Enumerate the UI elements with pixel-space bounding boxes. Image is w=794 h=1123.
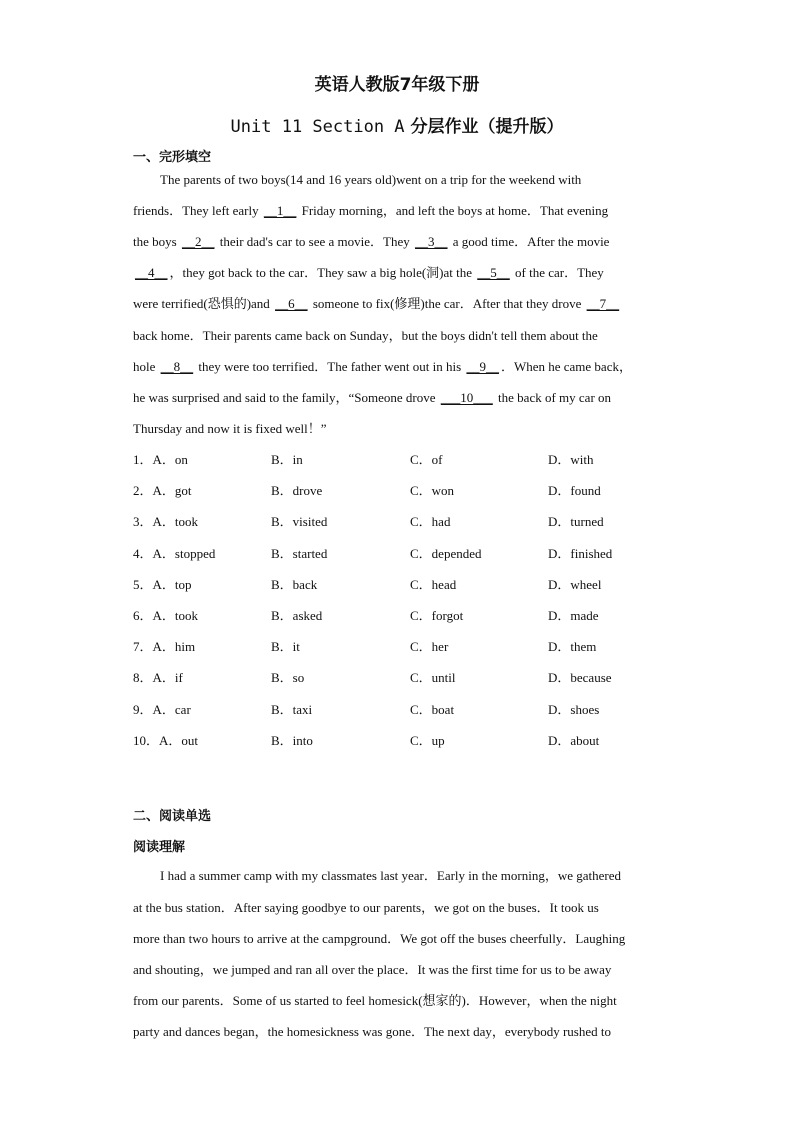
cloze-blank: __3__ xyxy=(415,234,448,249)
question-row xyxy=(133,606,673,626)
question-number: 5． xyxy=(133,577,153,592)
reading-line: party and dances began，the homesickness was gone．The next day，everybody rushed to xyxy=(133,1024,611,1039)
reading-line: at the bus station．After saying goodbye to our parents，we got on the buses．It took us xyxy=(133,900,599,915)
question-row xyxy=(133,668,673,688)
cloze-line: were terrified(恐惧的)and __6__ someone to fix(修理)the car．After that they drove __7__ xyxy=(133,294,673,314)
question-number: 6． xyxy=(133,608,153,623)
cloze-line: he was surprised and said to the family，“Someone drove ___10___ the back of my car on xyxy=(133,388,673,408)
question-row xyxy=(133,575,673,595)
option-c: C．up xyxy=(410,733,445,748)
option-d: D．them xyxy=(548,639,597,654)
option-c: C．won xyxy=(410,483,455,498)
option-a: 6．A．took xyxy=(133,608,199,623)
cloze-line: back home．Their parents came back on Sunday，but the boys didn't tell them about the xyxy=(133,328,598,343)
section2-heading: 二、阅读单选 xyxy=(133,809,212,824)
option-c: C．depended xyxy=(410,546,482,561)
option-c: C．boat xyxy=(410,702,455,717)
question-row xyxy=(133,481,673,501)
subtitle-suffix: 分层作业（提升版） xyxy=(404,117,564,137)
question-row xyxy=(133,731,673,751)
question-number: 8． xyxy=(133,670,153,685)
option-b: B．back xyxy=(271,577,318,592)
option-a: 9．A．car xyxy=(133,702,191,717)
cloze-line: The parents of two boys(14 and 16 years old)went on a trip for the weekend with xyxy=(160,172,582,187)
question-number: 4． xyxy=(133,546,153,561)
cloze-line: the boys __2__ their dad's car to see a movie．They __3__ a good time．After the movie xyxy=(133,232,673,252)
cloze-line: Thursday and now it is fixed well！” xyxy=(133,421,327,436)
cloze-blank: ___10___ xyxy=(440,390,493,405)
option-a: 7．A．him xyxy=(133,639,196,654)
question-row xyxy=(133,700,673,720)
question-number: 9． xyxy=(133,702,153,717)
option-b: B．in xyxy=(271,452,303,467)
section1-heading: 一、完形填空 xyxy=(133,150,212,165)
cloze-blank: __2__ xyxy=(181,234,215,249)
option-c: C．of xyxy=(410,452,443,467)
question-number: 2． xyxy=(133,483,153,498)
option-d: D．made xyxy=(548,608,599,623)
cloze-blank: __4__ xyxy=(135,265,168,280)
option-d: D．with xyxy=(548,452,594,467)
option-b: B．started xyxy=(271,546,328,561)
option-d: D．found xyxy=(548,483,601,498)
cloze-blank: __5__ xyxy=(477,265,510,280)
option-a: 5．A．top xyxy=(133,577,192,592)
reading-line: I had a summer camp with my classmates last year．Early in the morning，we gathered xyxy=(160,868,621,883)
question-row xyxy=(133,544,673,564)
option-b: B．asked xyxy=(271,608,323,623)
question-number: 3． xyxy=(133,514,153,529)
cloze-blank: __1__ xyxy=(263,203,297,218)
question-number: 1． xyxy=(133,452,153,467)
option-b: B．drove xyxy=(271,483,323,498)
question-number: 7． xyxy=(133,639,153,654)
cloze-line: __4__ ，they got back to the car．They saw a big hole(洞)at the __5__ of the car．They xyxy=(133,263,673,283)
option-c: C．head xyxy=(410,577,457,592)
question-row xyxy=(133,637,673,657)
option-a: 2．A．got xyxy=(133,483,192,498)
option-b: B．visited xyxy=(271,514,328,529)
option-d: D．about xyxy=(548,733,600,748)
reading-line: and shouting，we jumped and ran all over the place．It was the first time for us to be away xyxy=(133,962,612,977)
section2-subheading: 阅读理解 xyxy=(133,840,186,855)
option-a: 3．A．took xyxy=(133,514,199,529)
option-c: C．until xyxy=(410,670,456,685)
option-d: D．turned xyxy=(548,514,604,529)
option-c: C．had xyxy=(410,514,451,529)
cloze-blank: __6__ xyxy=(275,296,308,311)
option-b: B．into xyxy=(271,733,313,748)
option-c: C．forgot xyxy=(410,608,464,623)
document-subtitle xyxy=(0,112,794,137)
cloze-blank: __8__ xyxy=(160,359,194,374)
option-d: D．because xyxy=(548,670,612,685)
option-c: C．her xyxy=(410,639,449,654)
question-number: 10． xyxy=(133,733,160,748)
cloze-line: friends．They left early __1__ Friday morning，and left the boys at home．That evening xyxy=(133,201,673,221)
cloze-blank: __7__ xyxy=(586,296,620,311)
option-a: 4．A．stopped xyxy=(133,546,216,561)
reading-line: from our parents．Some of us started to feel homesick(想家的)．However，when the night xyxy=(133,993,617,1008)
cloze-line: hole __8__ they were too terrified．The father went out in his __9__ ．When he came back， xyxy=(133,357,673,377)
question-row xyxy=(133,450,673,470)
option-b: B．so xyxy=(271,670,305,685)
question-row xyxy=(133,512,673,532)
option-b: B．it xyxy=(271,639,300,654)
option-a: 8．A．if xyxy=(133,670,183,685)
reading-line: more than two hours to arrive at the campground．We got off the buses cheerfully．Laughing xyxy=(133,931,626,946)
option-a: 1．A．on xyxy=(133,452,188,467)
option-d: D．finished xyxy=(548,546,613,561)
subtitle-unit: Unit 11 Section A xyxy=(230,117,405,137)
option-a: 10．A．out xyxy=(133,733,199,748)
cloze-blank: __9__ xyxy=(466,359,499,374)
option-d: D．wheel xyxy=(548,577,602,592)
document-title: 英语人教版7年级下册 xyxy=(314,75,480,95)
option-d: D．shoes xyxy=(548,702,600,717)
option-b: B．taxi xyxy=(271,702,313,717)
